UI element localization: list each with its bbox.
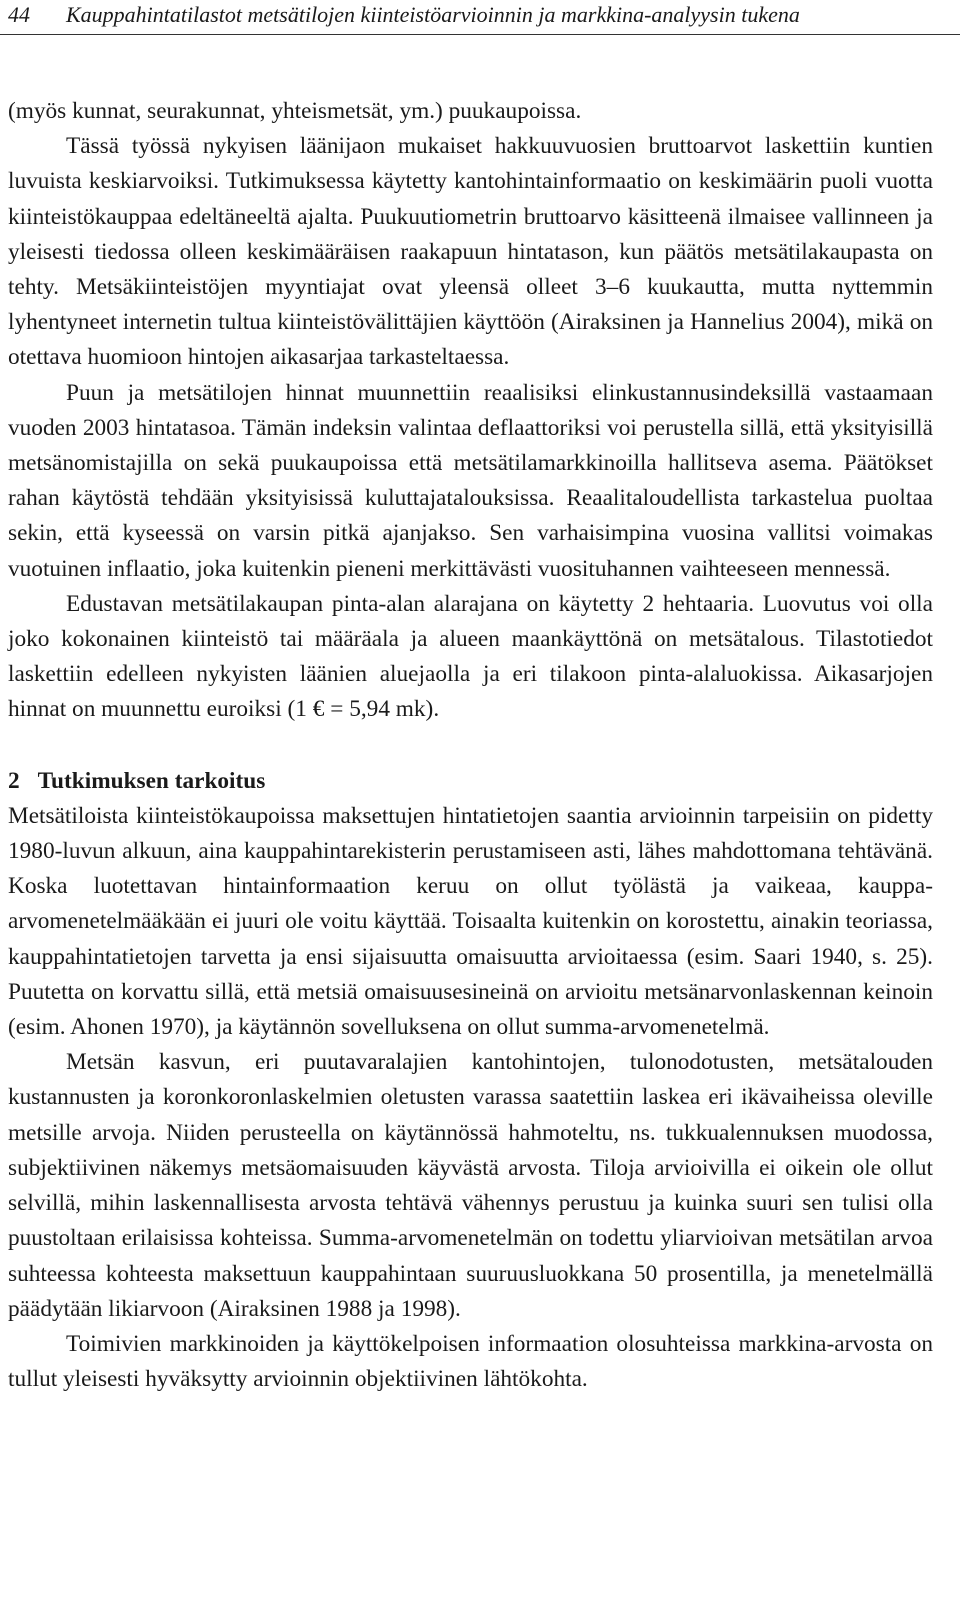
section-number: 2 bbox=[8, 767, 20, 794]
section-title: Tutkimuksen tarkoitus bbox=[37, 767, 266, 794]
section-heading bbox=[8, 764, 933, 799]
paragraph: Metsän kasvun, eri puutavaralajien kantohintojen, tulonodotusten, metsätalouden kustannusten ja koronkoronlaskelmien oletusten varassa saatettiin laskea eri ikävaiheissa oleville metsille arvoja. Niiden perusteella on käytännössä hahmoteltu, ns. tukkualennuksen muodossa, subjektiivinen näkemys metsäomaisuuden käyvästä arvosta. Tiloja arvioivilla ei oikein ole ollut selvillä, mihin laskennallisesta arvosta tehtävä vähennys perustuu ja kuinka suuri sen tulisi olla puustoltaan erilaisissa kohteissa. Summa-arvomenetelmän on todettu yliarvioivan metsätilan arvoa suhteessa kohteesta maksettuun kauppahintaan suuruusluokkana 50 prosentilla, ja menetelmällä päädytään likiarvoon (Airaksinen 1988 ja 1998). bbox=[8, 1049, 933, 1322]
paragraph: Tässä työssä nykyisen läänijaon mukaiset hakkuuvuosien bruttoarvot laskettiin kuntien luvuista keskiarvoiksi. Tutkimuksessa käytetty kantohintainformaatio on keskimäärin puoli vuotta kiinteistökauppaa edeltäneeltä ajalta. Puukuutiometrin bruttoarvo käsitteenä ilmaisee vallinneen ja yleisesti tiedossa olleen keskimääräisen raakapuun hintatason, kun päätös metsätilakaupasta on tehty. Metsäkiinteistöjen myyntiajat ovat yleensä olleet 3–6 kuukautta, mutta nyttemmin lyhentyneet internetin tultua kiinteistövälittäjien käyttöön (Airaksinen ja Hannelius 2004), mikä on otettava huomioon hintojen aikasarjaa tarkasteltaessa. bbox=[8, 133, 933, 371]
page-number: 44 bbox=[8, 2, 30, 27]
paragraph: Metsätiloista kiinteistökaupoissa maksettujen hintatietojen saantia arvioinnin tarpeisiin on pidetty 1980-luvun alkuun, aina kauppahintarekisterin perustamiseen asti, lähes mahdottomana tehtävänä. Koska luotettavan hintainformaation keruu on ollut työlästä ja vaikeaa, kauppa-arvomenetelmääkään ei juuri ole voitu käyttää. Toisaalta kuitenkin on korostettu, ainakin teoriassa, kauppahintatietojen tarvetta ja ensi sijaisuutta omaisuutta arvioitaessa (esim. Saari 1940, s. 25). Puutetta on korvattu sillä, että metsiä omaisuusesineinä on arvioitu metsänarvonlaskennan keinoin (esim. Ahonen 1970), ja käytännön sovelluksena on ollut summa-arvomenetelmä. bbox=[8, 802, 933, 1041]
paragraph: Edustavan metsätilakaupan pinta-alan alarajana on käytetty 2 hehtaaria. Luovutus voi olla joko kokonainen kiinteistö tai määräala ja alueen maankäyttönä on metsätalous. Tilastotiedot laskettiin edelleen nykyisten läänien aluejaolla ja eri tilakoon pinta-alaluokissa. Aikasarjojen hinnat on muunnettu euroiksi (1 € = 5,94 mk). bbox=[8, 590, 933, 723]
paragraph: Toimivien markkinoiden ja käyttökelpoisen informaation olosuhteissa markkina-arvosta on tullut yleisesti hyväksytty arvioinnin objektiivinen lähtökohta. bbox=[8, 1330, 933, 1393]
running-header bbox=[0, 0, 960, 35]
paragraph: Puun ja metsätilojen hinnat muunnettiin reaalisiksi elinkustannusindeksillä vastaamaan vuoden 2003 hintatasoa. Tämän indeksin valintaa deflaattoriksi voi perustella sillä, että yksityisillä metsänomistajilla on sekä puukaupoissa että metsätilamarkkinoilla hallitseva asema. Päätökset rahan käytöstä tehdään yksityisissä kuluttajatalouksissa. Reaalitaloudellista tarkastelua puoltaa sekin, että kyseessä on varsin pitkä ajanjakso. Sen varhaisimpina vuosina vallitsi voimakas vuotuinen inflaatio, joka kuitenkin pieneni merkittävästi vuosituhannen vaihteeseen mennessä. bbox=[8, 379, 933, 582]
paragraph: (myös kunnat, seurakunnat, yhteismetsät, ym.) puukaupoissa. bbox=[8, 98, 582, 124]
body-text bbox=[8, 94, 933, 1397]
running-title: Kauppahintatilastot metsätilojen kiinteistöarvioinnin ja markkina-analyysin tukena bbox=[66, 2, 800, 27]
